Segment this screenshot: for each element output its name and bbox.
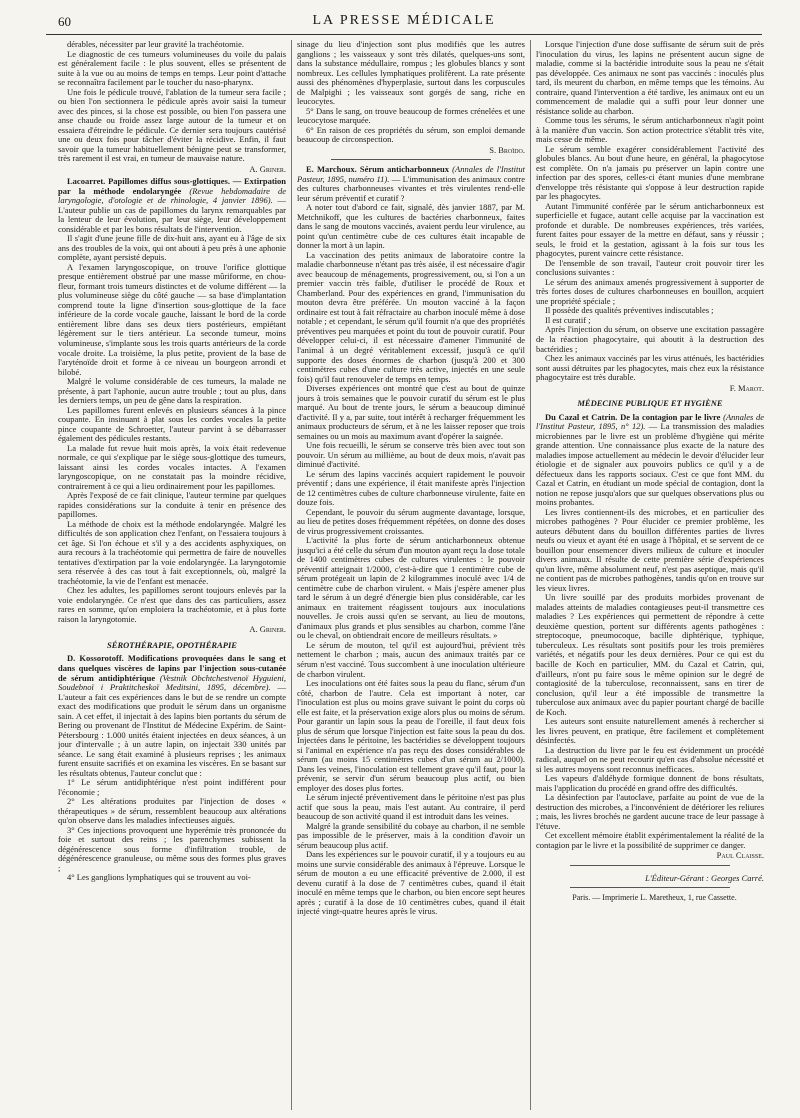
article-author: E. Marchoux.	[306, 164, 357, 175]
article-lead: — La transmission des maladies microbiennes par le livre est un problème d'hygiène qui mérite grande attention. Une connaissance plus exacte de la nature des maladies impose actuellement au médecin le devoir d'élucider leur étiologie et de signaler aux pouvoirs publics ce qu'il y a de défectueux dans les rapports sociaux. C'est ce que font MM. du Cazal et Catrin, en étudiant un mode spécial de contagion, dont la notion ne repose jusqu'alors que sur quelques observations plus ou moins probantes.	[536, 421, 764, 508]
article-author: Lacoarret.	[67, 176, 106, 187]
signature: A. Griner.	[249, 624, 286, 635]
article-heading	[297, 165, 525, 203]
article-reference: (Revue hebdomadaire de laryngologie, d'otologie et de rhinologie, 4 janvier 1896).	[58, 185, 286, 206]
list-item: 4° Les ganglions lymphatiques qui se trouvent au voi-	[67, 872, 251, 883]
paragraph: Un livre souillé par des produits morbides provenant de malades atteints de maladies contagieuses peut-il transmettre ces maladies ? Les expériences qui permettent de répondre à cette deuxième question, portent sur différents agents pathogènes : streptocoque, pneumocoque, bacille diphtérique, typhique, tuberculeux. Les résultats sont positifs pour les trois premières variétés, et négatifs pour les deux dernières. Pour ce qui est du bacille de Koch en particulier, MM. du Cazal et Catrin, qui, d'ailleurs, n'ont pu faire sous le même opinion sur le degré de contagiosité de la tuberculose, reconnaissent, sans en tirer de conclusion, qu'il leur a été impossible de transmettre la tuberculose aux animaux avec du papier pourtant chargé de bacille de Koch.	[536, 592, 764, 717]
paragraph: Les auteurs sont ensuite naturellement amenés à rechercher si les livres peuvent, en pratique, être facilement et complètement désinfectés.	[536, 716, 764, 746]
paragraph: La vaccination des petits animaux de laboratoire contre la maladie charbonneuse n'étant pas très aisée, il est nécessaire d'agir avec beaucoup de ménagements, progressivement, ou, si l'on a un premier vaccin très faible, d'utiliser le procédé de Roux et Chamberland. Pour des expériences en grand, l'immunisation du mouton devra être préférée. Un mouton vacciné à la façon ordinaire est tout à fait réfractaire au charbon inoculé même à dose notable ; et cependant, le sérum qu'il fournit n'a que des propriétés préventives peu marquées et point du tout de pouvoir curatif. Pour développer celui-ci, il est nécessaire d'amener l'immunité de l'animal à un degré véritablement excessif, jusqu'à ce qu'il supporte des doses énormes de charbon (jusqu'à 200 et 300 centimètres cubes d'une culture très active, injectés en une seule fois) qu'il faut renouveler de temps en temps.	[297, 249, 525, 384]
list-item: 1° Le sérum antidiphtérique n'est point indifférent pour l'économie ;	[58, 777, 286, 797]
article-title: De la contagion par le livre	[620, 411, 721, 422]
signature: Paul Claisse.	[716, 850, 764, 861]
printer-line: Paris. — Imprimerie L. Maretheux, 1, rue Cassette.	[572, 893, 737, 903]
paragraph: Les inoculations ont été faites sous la peau du flanc, sérum d'un côté, charbon de l'autre. Cela est important à noter, car l'inoculation est plus ou moins grave suivant le point du corps où elle est faite, et la préservation exige alors plus ou moins de sérum. Pour garantir un lapin sous la peau de l'oreille, il faut deux fois plus de sérum que lorsque l'injection est faite sous la peau du dos. Injectées dans le péritoine, les bactéridies se développent toujours si l'animal en expérience n'a pas reçu des doses considérables de sérum (au moins 15 centimètres cubes d'un sérum au 2/1000). Dans les veines, l'inoculation est tellement grave qu'il faut, pour la prévenir, se servir d'un sérum beaucoup plus actif, ou bien employer des doses plus fortes.	[297, 678, 525, 793]
paragraph: Les papillomes furent enlevés en plusieurs séances à la pince coupante. En insinuant à plat sous les cordes vocales la petite pince coupante de Schroetter, l'auteur parvint à se débarrasser également des pédicules restants.	[58, 404, 286, 444]
paragraph: Cet excellent mémoire établit expérimentalement la réalité de la contagion par le livre et la possibilité de supprimer ce danger.	[536, 830, 764, 850]
paragraph: Il possède des qualités préventives indiscutables ;	[545, 305, 714, 316]
paragraph: Une fois recueilli, le sérum se conserve très bien avec tout son pouvoir. Un sérum au millième, au bout de deux mois, n'avait pas diminué d'activité.	[297, 440, 525, 470]
article-reference: (Annales de l'Institut Pasteur, 1895, n° 12).	[536, 411, 764, 432]
column-3	[536, 40, 764, 1110]
paragraph: Il s'agit d'une jeune fille de dix-huit ans, ayant eu à l'âge de six ans des troubles de la voix, qui ont abouti à peu près à une aphonie complète, ayant persisté depuis.	[58, 233, 286, 263]
paragraph: sinage du lieu d'injection sont plus modifiés que les autres ganglions ; les vaisseaux y sont très dilatés, quelques-uns sont, dans la substance médullaire, rompus ; les globules blancs y sont nombreux. Les cellules lymphatiques prolifèrent. La rate présente aussi des phénomènes d'hyperplasie, surtout dans les corpuscules de Malpighi ; les vaisseaux sont gorgés de sang, riche en leucocytes.	[297, 40, 525, 107]
article-heading	[536, 413, 764, 508]
paragraph: A l'examen laryngoscopique, on trouve l'orifice glottique presque entièrement obstrué par une masse mûriforme, en chou-fleur, formant trois tumeurs distinctes et de volume différent — la plus volumineuse siège du côté gauche — sa base d'implantation comprend toute la ligne d'insertion sous-glottique de la face inférieure de la corde vocale gauche, laissant le bord de la corde entièrement libre dans ses deux tiers postérieurs, empiétant légèrement sur le tiers antérieur. La seconde tumeur, moins volumineuse, s'implante sous les trois quarts antérieurs de la corde vocale droite. La troisième, la plus petite, provient de la base de l'aryténoïde droit et forme à ce niveau un bourgeon arrondi et bilobé.	[58, 261, 286, 377]
article-heading	[58, 654, 286, 778]
paragraph: La malade fut revue huit mois après, la voix était redevenue normale, ce qui s'explique par le siège sous-glottique des tumeurs, laissant ainsi les cordes vocales intactes. A l'examen laryngoscopique, on ne constatait pas la moindre récidive, contrairement à ce qui a lieu ordinairement pour les papillomes.	[58, 442, 286, 491]
paragraph: Le sérum des animaux amenés progressivement à supporter de très fortes doses de cultures charbonneuses en bouillon, acquiert une propriété spéciale ;	[536, 276, 764, 306]
article-lead: — L'auteur a fait ces expériences dans le but de se rendre un compte exact des modifications que produit le sérum dans un organisme sain. A cet effet, il injectait à des lapins bien portants du sérum de Bering ou provenant de l'Institut de Médecine Expérim. de Saint-Pétersbourg : 1.000 unités étaient injectées en deux séances, à un jour d'intervalle ; à un autre lapin, on injectait 330 unités par séance. Le sang était examiné à plusieurs reprises ; les animaux furent ensuite sacrifiés et on examina les viscères. En se basant sur les résultats obtenus, l'auteur conclut que :	[58, 682, 286, 778]
article-title: Modifications provoquées dans le sang et dans quelques viscères de lapins par l'injection sous-cutanée de sérum antidiphtérique	[58, 653, 286, 683]
paragraph: Dans les expériences sur le pouvoir curatif, il y a toujours eu au moins une survie considérable des animaux à l'épreuve. Lorsque le sérum de mouton a eu une efficacité préventive de 2.000, il est devenu curatif à la dose de 7 centimètres cubes, quand il était inoculé en même temps que le charbon, ou bien encore sept heures après ; curatif à la dose de 10 centimètres cubes, quand il était injecté vingt-quatre heures après le virus.	[297, 849, 525, 917]
journal-title: LA PRESSE MÉDICALE	[312, 13, 496, 28]
article-reference: (Annales de l'Institut Pasteur, 1895, numéro 11).	[297, 164, 525, 184]
separator-rule	[331, 159, 491, 160]
paragraph: Le sérum des lapins vaccinés acquiert rapidement le pouvoir préventif ; dans une expérience, il était manifeste après l'injection de 12 centimètres cubes de culture charbonneuse virulente, faite en douze fois.	[297, 468, 525, 508]
signature: S. Broïdo.	[489, 144, 525, 155]
paragraph: Après l'exposé de ce fait clinique, l'auteur termine par quelques rapides considérations sur la conduite à tenir en présence des papillomes.	[58, 490, 286, 520]
separator-rule	[570, 865, 730, 866]
paragraph: Le sérum de mouton, tel qu'il est aujourd'hui, prévient très nettement le charbon ; mais, aucun des animaux traités par ce sérum n'est vacciné. Tous succombent à une inoculation ultérieure de charbon virulent.	[297, 639, 525, 679]
paragraph: dérables, nécessiter par leur gravité la trachéotomie.	[67, 40, 244, 49]
paragraph: Il est curatif ;	[545, 314, 591, 325]
article-author: D. Kossorotoff.	[67, 653, 124, 664]
paragraph: Diverses expériences ont montré que c'est au bout de quinze jours à trois semaines que le pouvoir curatif du sérum est le plus marqué. Au bout de trente jours, le sérum a beaucoup diminué d'activité. Il y a, par suite, tout intérêt à recharger fréquemment les animaux producteurs de sérum, et à ne les laisser reposer que trois semaines ou un mois au maximum avant d'opérer la saignée.	[297, 383, 525, 441]
text-columns	[58, 40, 764, 1110]
column-1	[58, 40, 286, 1110]
list-item: 6° En raison de ces propriétés du sérum, son emploi demande beaucoup de circonspection.	[297, 124, 525, 145]
paragraph: Autant l'immunité conférée par le sérum anticharbonneux est superficielle et fugace, autant celle acquise par la vaccination est profonde et durable. De nombreuses expériences, très variées, furent faites pour essayer de la mettre en défaut, sans y réussir ; seuls, le froid et la gestation, agissant à la fois sur tous les phagocytes, purent vaincre cette résistance.	[536, 200, 764, 259]
paragraph: A noter tout d'abord ce fait, signalé, dès janvier 1887, par M. Metchnikoff, que les cultures de bactéries charbonneux, faites dans le sang de moutons vaccinés, avaient perdu leur virulence, au point qu'un centimètre cube de ces cultures était incapable de donner la mort à un lapin.	[297, 202, 525, 251]
article-author: Du Cazal et Catrin.	[545, 411, 618, 422]
article-lead: — L'immunisation des animaux contre des cultures charbonneuses vivantes et très virulentes rend-elle leur sérum préventif et curatif ?	[297, 173, 525, 203]
paragraph: Lorsque l'injection d'une dose suffisante de sérum suit de près l'inoculation du virus, les lapins ne présentent aucun signe de maladie, comme si la bactéridie introduite sous la peau ne s'était pas développée. Ces animaux ne sont pas vaccinés : inoculés plus tard, ils meurent du charbon, en même temps que les témoins. Au contraire, quand l'intervention a été tardive, les animaux ont eu un commencement de maladie qui a suffi pour leur donner une résistance solide au charbon.	[536, 40, 764, 116]
article-lead: — L'auteur publie un cas de papillomes du larynx remarquables par la lenteur de leur évolution, par leur siège, leur développement considérable et par les bons résultats de l'intervention.	[58, 195, 286, 234]
column-2	[297, 40, 525, 1110]
separator-rule	[570, 887, 730, 888]
paragraph: De l'ensemble de son travail, l'auteur croit pouvoir tirer les conclusions suivantes :	[536, 257, 764, 278]
paragraph: La destruction du livre par le feu est évidemment un procédé radical, auquel on ne peut recourir qu'en cas d'absolue nécessité et si les autres moyens sont reconnus inefficaces.	[536, 744, 764, 774]
list-item: 2° Les altérations produites par l'injection de doses « thérapeutiques » de sérum, ressemblent beaucoup aux altérations qu'on observe dans les maladies infectieuses aiguës.	[58, 796, 286, 826]
paragraph: Comme tous les sérums, le sérum anticharbonneux n'agit point à la manière d'un vaccin. Son action protectrice s'établit très vite, mais cesse de même.	[536, 115, 764, 145]
paragraph: Malgré la grande sensibilité du cobaye au charbon, il ne semble pas impossible de le préserver, mais à la condition d'avoir un sérum beaucoup plus actif.	[297, 820, 525, 850]
article-reference: (Vestnik Obchtchestvenoï Hyguieni, Soudebnoï i Praktitcheskoï Meditsini, 1895, décembre).	[58, 672, 286, 693]
paragraph: Le sérum injecté préventivement dans le péritoine n'est pas plus actif que sous la peau, mais l'est autant. Au contraire, il perd beaucoup de son activité quand il est introduit dans les veines.	[297, 792, 525, 822]
paragraph: Une fois le pédicule trouvé, l'ablation de la tumeur sera facile ; ou bien l'on sectionnera le pédicule après avoir saisi la tumeur avec des pinces, si la chose est possible, ou bien l'on passera une anse chaude ou froide assez large autour de la tumeur et on essaiera d'étreindre le pédicule. Ce dernier sera toujours cautérisé une ou deux fois pour tâcher d'éviter la récidive. Enfin, il faut savoir que la tumeur habituellement bénigne peut se transformer, très rarement il est vrai, en tumeur de mauvaise nature.	[58, 86, 286, 164]
signature: F. Marot.	[729, 382, 764, 393]
paragraph: Après l'injection du sérum, on observe une excitation passagère de la réaction phagocytaire, qui aboutit à la destruction des bactéridies ;	[536, 324, 764, 354]
paragraph: Les vapeurs d'aldéhyde formique donnent de bons résultats, mais l'application du procédé en grand offre des difficultés.	[536, 773, 764, 793]
section-heading: SÉROTHÉRAPIE, OPOTHÉRAPIE	[107, 639, 237, 650]
paragraph: Le sérum semble exagérer considérablement l'activité des globules blancs. Au bout d'une heure, en général, la phagocytose est complète. On n'a jamais pu préserver un lapin contre une infection par des spores, celles-ci étant munies d'une membrane d'enveloppe très résistante qui s'oppose à leur destruction rapide par les phagocytes.	[536, 143, 764, 202]
list-item: 5° Dans le sang, on trouve beaucoup de formes crénelées et une leucocytose marquée.	[297, 105, 525, 126]
page-number: 60	[58, 14, 71, 29]
list-item: 3° Ces injections provoquent une hyperémie très prononcée du foie et surtout des reins ; les parenchymes subissent la dégénérescence sous forme d'infiltration trouble, de dégénérescence granuleuse, ou même sous des formes plus graves ;	[58, 824, 286, 873]
publisher-line: L'Éditeur-Gérant : Georges Carré.	[645, 872, 764, 883]
paragraph: Cependant, le pouvoir du sérum augmente davantage, lorsque, au lieu de petites doses fréquemment répétées, on donne des doses de virus progressivement croissantes.	[297, 506, 525, 536]
page-header	[46, 12, 762, 35]
paragraph: La méthode de choix est la méthode endolaryngée. Malgré les difficultés de son application chez l'enfant, on l'essaiera toujours à cet âge. Si l'on échoue et s'il y a des accidents asphyxiques, on aura recours à la trachéotomie qui permettra de faire de nouvelles tentatives d'extirpation par la voie endolaryngée. La laryngotomie sera réservée à des cas tout à fait exceptionnels, où, malgré la trachéotomie, la vie de l'enfant est menacée.	[58, 518, 286, 586]
paragraph: Chez les adultes, les papillomes seront toujours enlevés par la voie endolaryngée. Ce n'est que dans des cas particuliers, assez rares en somme, qu'on emploiera la trachéotomie, et à plus forte raison la laryngotomie.	[58, 585, 286, 624]
paragraph: Chez les animaux vaccinés par les virus atténués, les bactéridies sont aussi détruites par les phagocytes, mais chez eux la résistance phagocytaire est très durable.	[536, 353, 764, 383]
paragraph: Le diagnostic de ces tumeurs volumineuses du voile du palais est généralement facile : le plus souvent, elles se présentent de suite à la vue ou au moins de temps en temps. Leur point d'attache se reconnaîtra facilement par le toucher du naso-pharynx.	[58, 48, 286, 88]
paragraph: L'activité la plus forte de sérum anticharbonneux obtenue jusqu'ici a été celle du sérum d'un mouton ayant reçu la dose totale de 1400 centimètres cubes de cultures virulentes : le pouvoir préventif atteignait 1/2000, c'est-à-dire que 1 centimètre cube de sérum protégeait un lapin de 2 kilogrammes inoculé avec 1/4 de centimètre cube de charbon virulent. « Mais j'espère amener plus tard le sérum à un degré d'énergie bien plus considérable, car les animaux en traitement réagissent toujours aux inoculations nouvelles. Je crois aussi qu'en se servant, au lieu de moutons, d'animaux plus grands et plus sensibles au charbon, comme l'âne ou le cheval, on obtiendrait encore de meilleurs résultats. »	[297, 535, 525, 641]
article-heading	[58, 177, 286, 234]
paragraph: Les livres contiennent-ils des microbes, et en particulier des microbes pathogènes ? Pour élucider ce premier problème, les auteurs débutent dans du bouillon différentes parties de livres neufs ou vieux et ayant été en usage à l'hôpital, et se servent de ce bouillon pour ensemencer divers milieux de culture et inoculer divers animaux. Il résulte de cette première série d'expériences qu'un livre, même absolument neuf, n'est pas aseptique, mais qu'il ne contient pas de microbes pathogènes, tandis qu'on en trouve sur les vieux livres.	[536, 506, 764, 593]
paragraph: Malgré le volume considérable de ces tumeurs, la malade ne présente, à part l'aphonie, aucun autre trouble ; tout au plus, dans les derniers temps, un peu de gêne dans la respiration.	[58, 376, 286, 406]
column-rule	[291, 40, 292, 1110]
section-heading: MÉDECINE PUBLIQUE ET HYGIÈNE	[577, 398, 723, 409]
column-rule	[530, 40, 531, 1110]
paragraph: La désinfection par l'autoclave, parfaite au point de vue de la destruction des microbes, a l'inconvénient de détériorer les reliures ; mais, les livres brochés ne gardent aucune trace de leur passage à l'étuve.	[536, 792, 764, 831]
article-title: Sérum anticharbonneux	[359, 164, 449, 175]
signature: A. Griner.	[249, 163, 286, 174]
article-title: Papillomes diffus sous-glottiques. — Extirpation par la méthode endolaryngée	[58, 176, 286, 196]
